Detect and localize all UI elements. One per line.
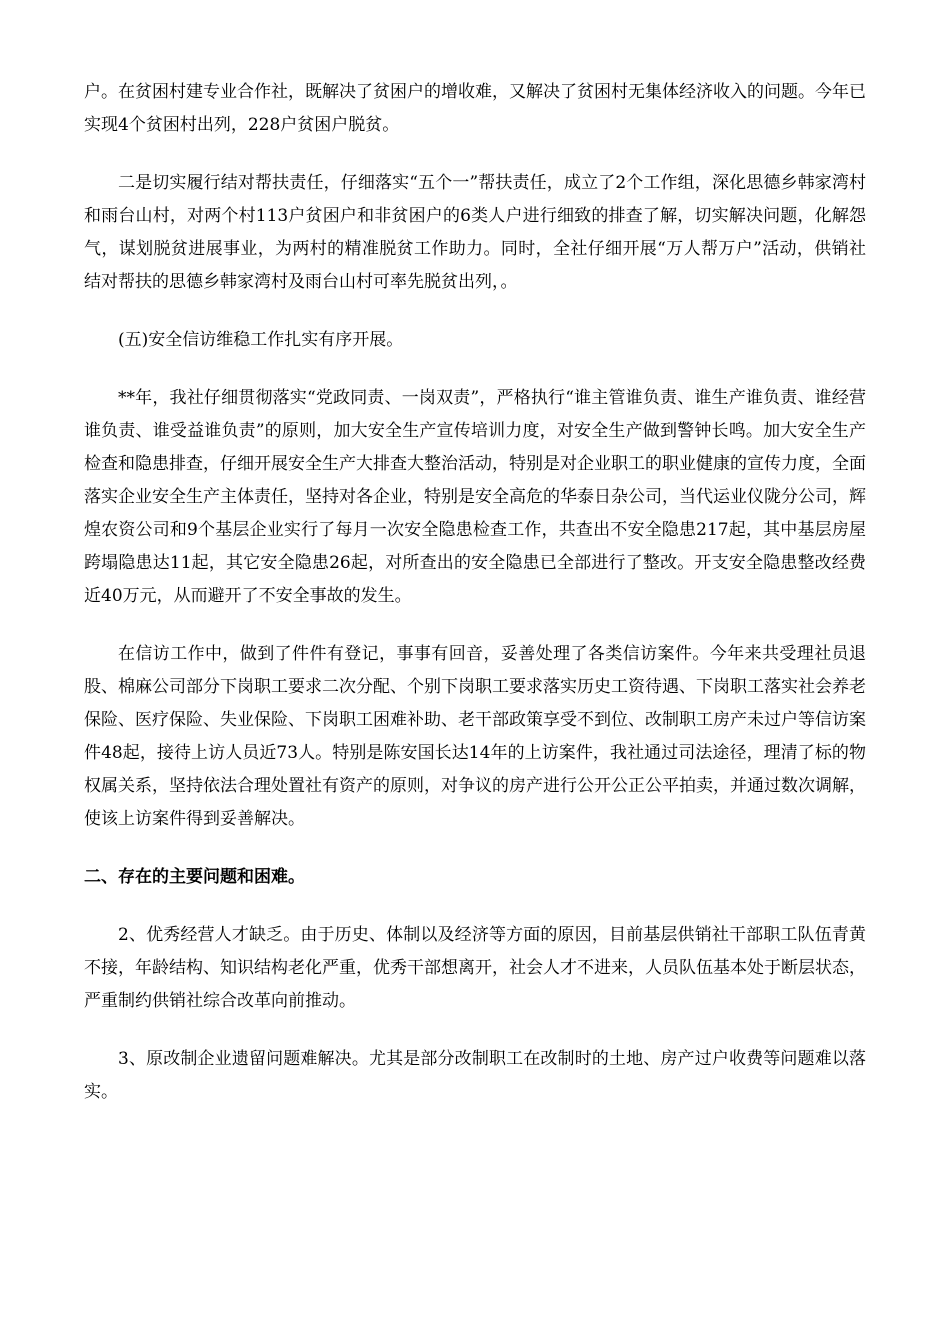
paragraph-petition-work: 在信访工作中，做到了件件有登记，事事有回音，妥善处理了各类信访案件。今年来共受理社员退股、棉麻公司部分下岗职工要求二次分配、个别下岗职工要求落实历史工资待遇、下岗职工落实社会养老保险、医疗保险、失业保险、下岗职工困难补助、老干部政策享受不到位、改制职工房产未过户等信访案件48起，接待上访人员近73人。特别是陈安国长达14年的上访案件，我社通过司法途径，理清了标的物权属关系，坚持依法合理处置社有资产的原则，对争议的房产进行公开公正公平拍卖，并通过数次调解，使该上访案件得到妥善解决。: [84, 644, 866, 829]
paragraph-poverty-cooperatives: 户。在贫困村建专业合作社，既解决了贫困户的增收难，又解决了贫困村无集体经济收入的问题。今年已实现4个贫困村出列，228户贫困户脱贫。: [84, 82, 866, 135]
section-heading-safety-petitions: (五)安全信访维稳工作扎实有序开展。: [118, 330, 404, 350]
paragraph-safety-production: **年，我社仔细贯彻落实“党政同责、一岗双责”，严格执行“谁主管谁负责、谁生产谁负责、谁经营谁负责、谁受益谁负责”的原则，加大安全生产宣传培训力度，对安全生产做到警钟长鸣。加大安全生产检查和隐患排查，仔细开展安全生产大排查大整治活动，特别是对企业职工的职业健康的宣传力度，全面落实企业安全生产主体责任，坚持对各企业，特别是安全高危的华泰日杂公司，当代运业仪陇分公司，辉煌农资公司和9个基层企业实行了每月一次安全隐患检查工作，共查出不安全隐患217起，其中基层房屋跨塌隐患达11起，其它安全隐患26起，对所查出的安全隐患已全部进行了整改。开支安全隐患整改经费近40万元，从而避开了不安全事故的发生。: [84, 388, 866, 606]
paragraph-legacy-issues: 3、原改制企业遗留问题难解决。尤其是部分改制职工在改制时的土地、房产过户收费等问题难以落实。: [84, 1049, 866, 1102]
document-body: [84, 76, 866, 1109]
paragraph-talent-shortage: 2、优秀经营人才缺乏。由于历史、体制以及经济等方面的原因，目前基层供销社干部职工队伍青黄不接，年龄结构、知识结构老化严重，优秀干部想离开，社会人才不进来，人员队伍基本处于断层状态，严重制约供销社综合改革向前推动。: [84, 925, 866, 1011]
paragraph-paired-assistance: 二是切实履行结对帮扶责任，仔细落实“五个一”帮扶责任，成立了2个工作组，深化思德乡韩家湾村和雨台山村，对两个村113户贫困户和非贫困户的6类人户进行细致的排查了解，切实解决问题，化解怨气，谋划脱贫进展事业，为两村的精准脱贫工作助力。同时，全社仔细开展“万人帮万户”活动，供销社结对帮扶的思德乡韩家湾村及雨台山村可率先脱贫出列，。: [84, 173, 866, 292]
section-heading-main-problems: 二、存在的主要问题和困难。: [84, 867, 305, 887]
